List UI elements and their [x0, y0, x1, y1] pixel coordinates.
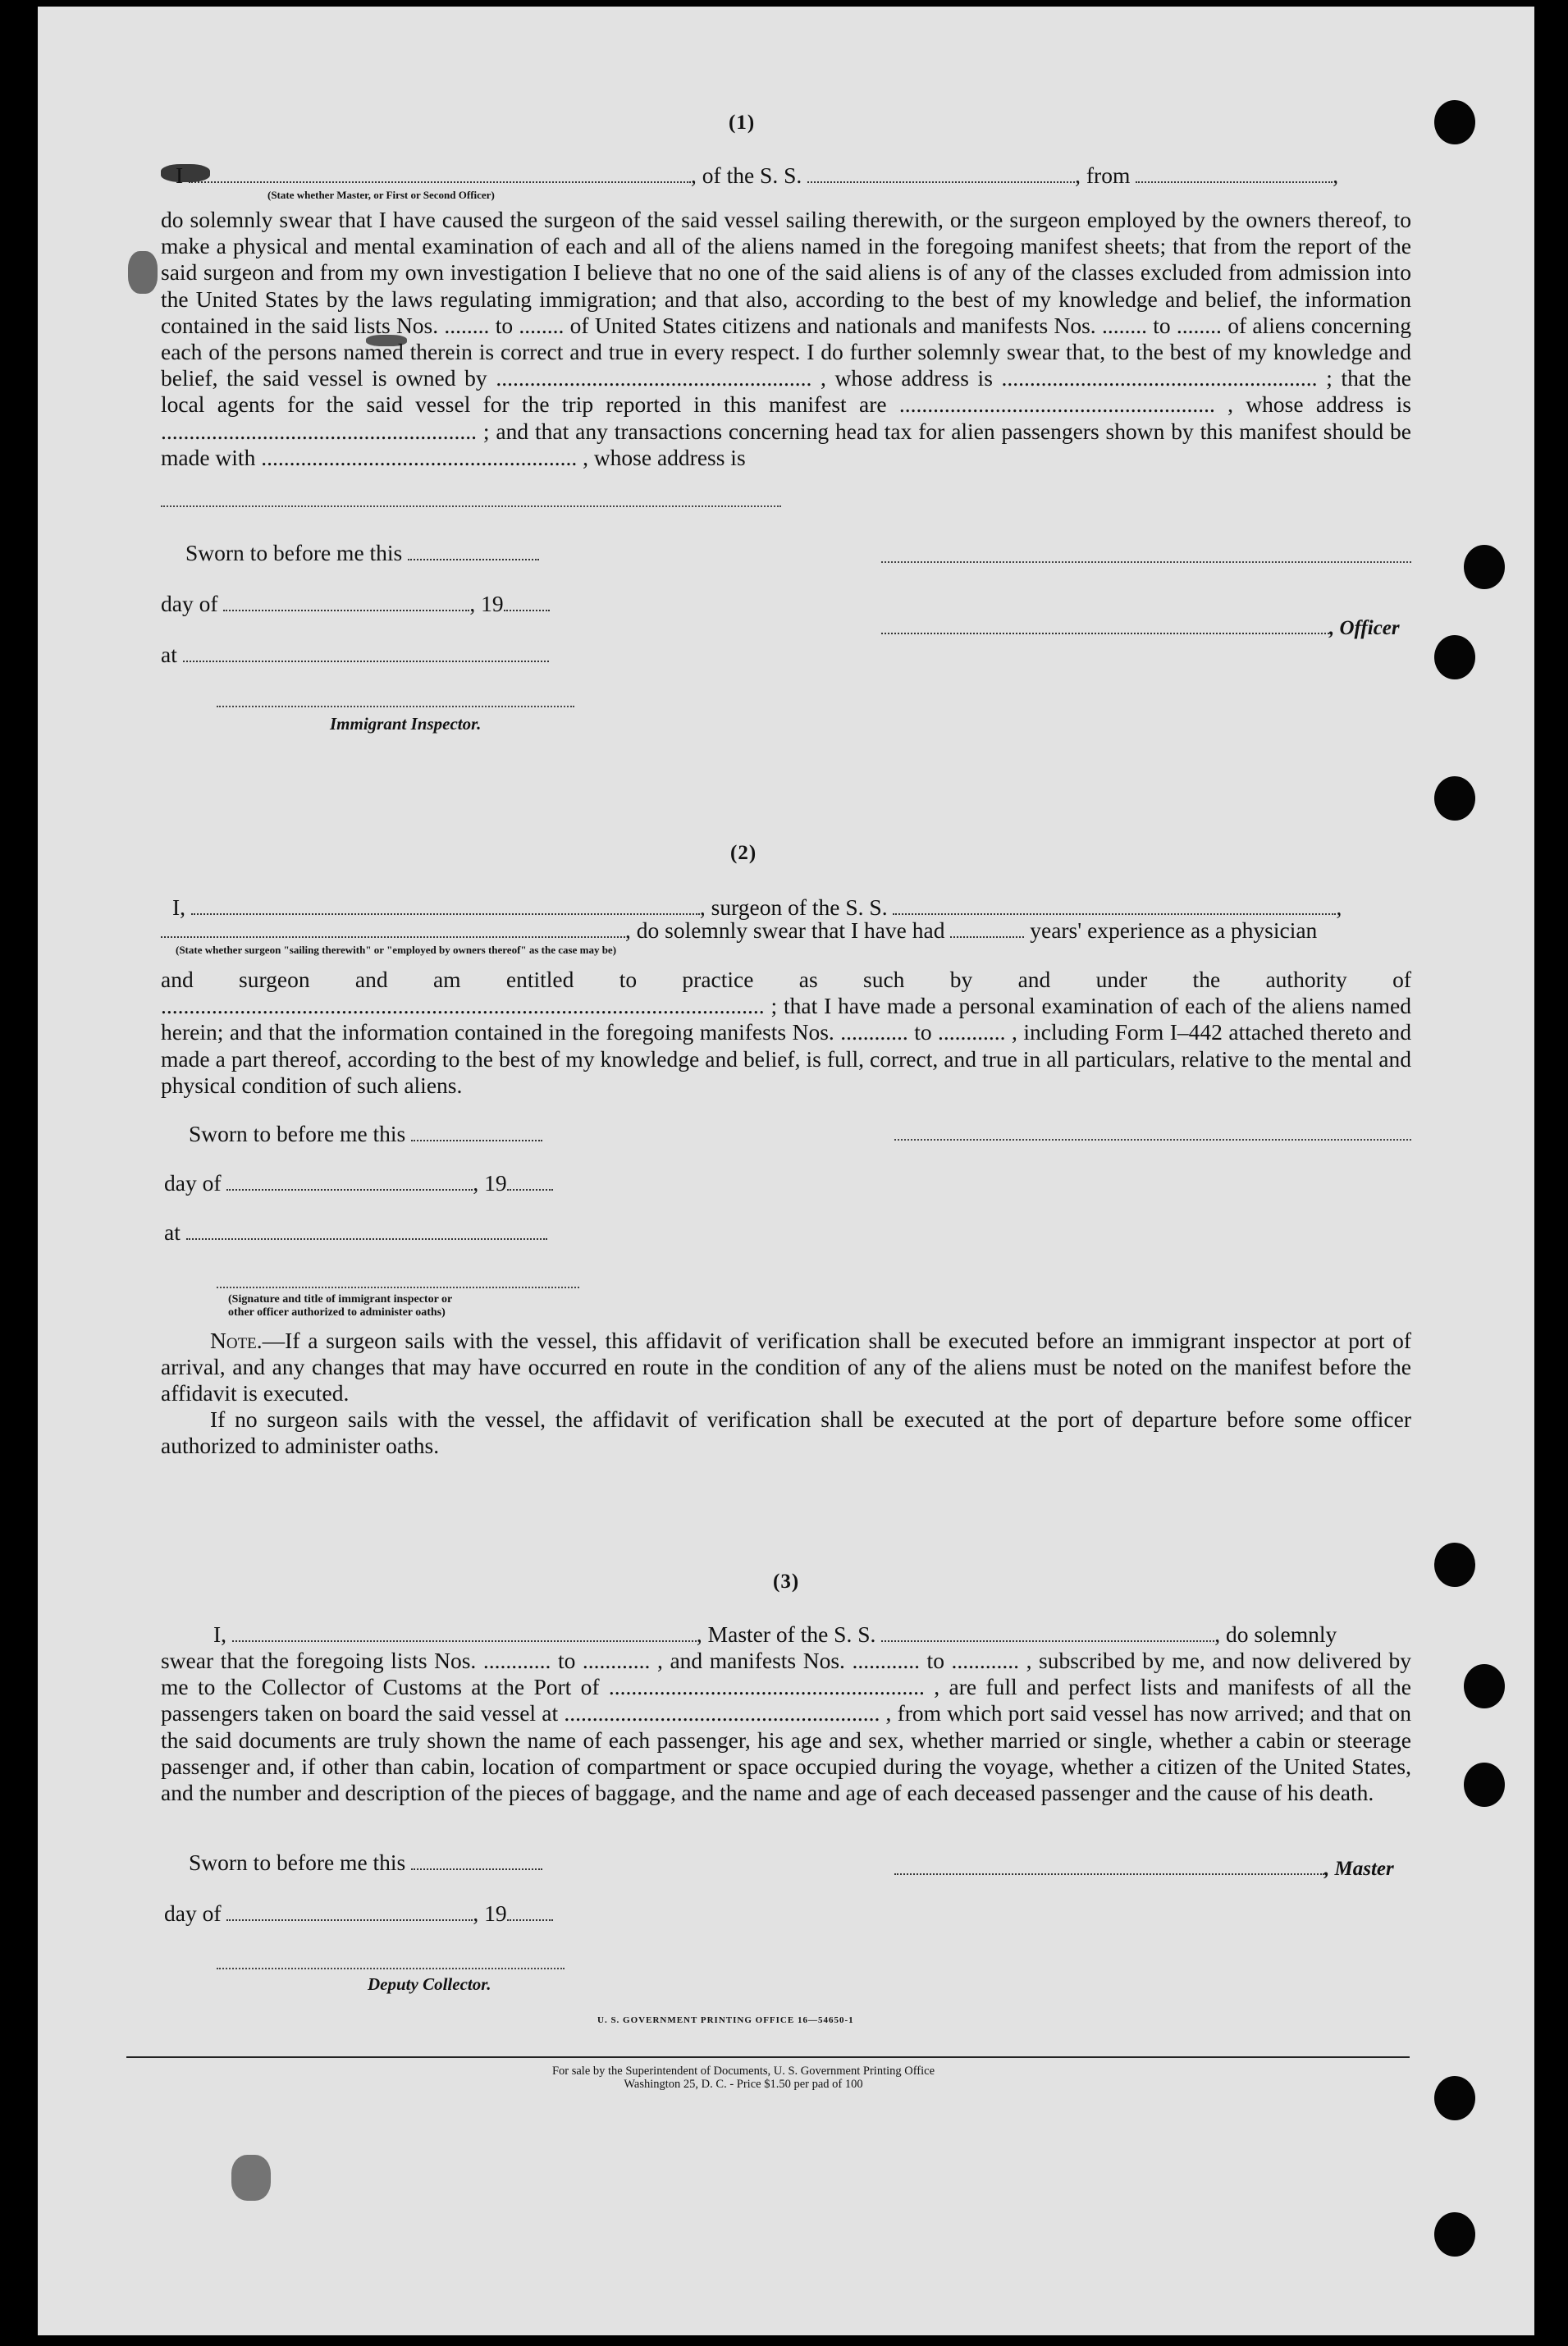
at-line	[164, 1219, 547, 1246]
officer-line	[881, 614, 1400, 640]
sworn-day-field[interactable]	[411, 1868, 542, 1870]
footer-line-1: For sale by the Superintendent of Documents, U. S. Government Printing Office	[551, 2065, 935, 2078]
years-label: years' experience as a physician	[1030, 917, 1318, 943]
section-2-second-line	[161, 917, 1317, 944]
surgeon-note: (State whether surgeon "sailing therewith" or "employed by owners thereof" as the case may be)	[176, 944, 617, 956]
whose-address-field[interactable]	[161, 505, 781, 507]
section-2-note-2: If no surgeon sails with the vessel, the affidavit of verification shall be executed at the port of departure before some officer authorized to administer oaths.	[161, 1406, 1411, 1459]
punch-hole	[1434, 635, 1475, 679]
sworn-line	[185, 540, 539, 566]
punch-hole	[1434, 2212, 1475, 2257]
day-of-label: day of	[161, 591, 218, 616]
master-signature-field[interactable]	[894, 1873, 1324, 1875]
punch-hole	[1434, 1543, 1475, 1587]
punch-hole	[1464, 545, 1505, 589]
year-label: , 19	[473, 1900, 507, 1926]
section-1-number: (1)	[729, 112, 756, 134]
master-of-label: , Master of the S. S.	[696, 1621, 876, 1647]
section-2-note	[161, 1328, 1411, 1407]
vessel-name-field[interactable]	[807, 181, 1075, 183]
swear-label: , do solemnly swear that I have had	[625, 917, 945, 943]
punch-hole	[1464, 1664, 1505, 1708]
officer-name-field[interactable]	[189, 181, 691, 183]
surgeon-name-field[interactable]	[191, 913, 700, 915]
master-label: , Master	[1324, 1858, 1394, 1880]
day-of-line	[164, 1170, 553, 1196]
position-note: (State whether Master, or First or Second Officer)	[267, 189, 495, 201]
officer-signature-line-1[interactable]	[881, 561, 1411, 563]
day-of-label: day of	[164, 1900, 222, 1926]
day-of-line	[161, 591, 550, 617]
do-solemnly-label: , do solemnly	[1214, 1621, 1337, 1647]
sworn-line	[189, 1121, 542, 1147]
immigrant-inspector-label: Immigrant Inspector.	[330, 714, 482, 734]
section-3-oath-text: swear that the foregoing lists Nos. ............ to ............ , and manifests Nos. ............ to ............ , subscribed by me, and now delivered by me to the Collector of Customs at the Port of ........................................................ , are full and perfect lists and manifests of all the passengers taken on board the said vessel at ........................................................ , from which port said vessel has now arrived; and that on the said documents are truly shown the name of each passenger, his age and sex, whether married or single, whether a cabin or steerage passenger and, if other than cabin, location of compartment or space occupied during the voyage, whether a citizen of the United States, and the number and description of the pieces of baggage, and the name and age of each deceased passenger and the cause of his death.	[161, 1648, 1411, 1806]
footer-rule	[126, 2056, 1410, 2058]
from-port-field[interactable]	[1136, 181, 1333, 183]
day-of-line	[164, 1900, 553, 1927]
at-field[interactable]	[186, 1238, 547, 1240]
day-of-label: day of	[164, 1170, 222, 1196]
officer-signature-field[interactable]	[881, 633, 1329, 634]
sworn-line	[189, 1850, 542, 1876]
intro-i: I,	[213, 1621, 227, 1647]
section-3-number: (3)	[773, 1571, 800, 1593]
gpo-code: U. S. GOVERNMENT PRINTING OFFICE 16—54650-1	[597, 2015, 854, 2025]
footer	[407, 2065, 1080, 2091]
section-3-first-line	[213, 1621, 1337, 1648]
intro-i: I,	[172, 894, 186, 920]
sworn-label: Sworn to before me this	[189, 1850, 406, 1875]
punch-hole	[1434, 100, 1475, 144]
day-of-field[interactable]	[223, 610, 469, 611]
at-label: at	[164, 1219, 181, 1245]
note-text-1: —If a surgeon sails with the vessel, this affidavit of verification shall be executed before an immigrant inspector at port of arrival, and any changes that may have occurred en route in the condition of any of the aliens must be noted on the manifest before the affidavit is executed.	[161, 1328, 1411, 1406]
year-label: , 19	[469, 591, 504, 616]
master-name-field[interactable]	[232, 1640, 697, 1642]
signature-note-2: other officer authorized to administer oaths)	[228, 1306, 446, 1319]
note-label: Note.	[210, 1328, 263, 1353]
sworn-day-field[interactable]	[411, 1140, 542, 1141]
section-1-first-line: I , of the S. S. , from ,	[176, 162, 1339, 188]
footer-line-2: Washington 25, D. C. - Price $1.50 per pad of 100	[624, 2078, 863, 2091]
at-field[interactable]	[183, 661, 549, 662]
deputy-collector-label: Deputy Collector.	[368, 1974, 491, 1994]
punch-hole	[1464, 1763, 1505, 1807]
deputy-signature-line[interactable]	[217, 1968, 565, 1969]
year-field[interactable]	[504, 610, 550, 611]
day-of-field[interactable]	[226, 1919, 473, 1921]
section-1-oath-text: do solemnly swear that I have caused the surgeon of the said vessel sailing therewith, or the surgeon employed by the owners thereof, to make a physical and mental examination of each and all of the aliens named in the foregoing manifest sheets; that from the report of the said surgeon and from my own investigation I believe that no one of the said aliens is of any of the classes excluded from admission into the United States by the laws regulating immigration; and that also, according to the best of my knowledge and belief, the information contained in the said lists Nos. ........ to ........ of United States citizens and nationals and manifests Nos. ........ to ........ of aliens concerning each of the persons named therein is correct and true in every respect. I do further solemnly swear that, to the best of my knowledge and belief, the said vessel is owned by ........................................................ , whose address is ........................................................ ; that the local agents for the said vessel for the trip reported in this manifest are ........................................................ , whose address is ........................................................ ; and that any transactions concerning head tax for alien passengers shown by this manifest should be made with ........................................................ , whose address is	[161, 207, 1411, 470]
inspector-signature-line[interactable]	[217, 706, 574, 707]
of-ss-label: , of the S. S.	[691, 162, 802, 188]
punch-hole	[1434, 2076, 1475, 2120]
ink-smudge	[231, 2155, 271, 2201]
master-line	[894, 1854, 1394, 1881]
years-field[interactable]	[950, 936, 1024, 938]
punch-hole	[1434, 776, 1475, 821]
officer-label: , Officer	[1329, 617, 1400, 639]
surgeon-of-label: , surgeon of the S. S.	[699, 894, 888, 920]
manifest-page	[38, 7, 1534, 2335]
year-field[interactable]	[507, 1919, 553, 1921]
intro-i: I	[176, 162, 184, 188]
signature-note-1: (Signature and title of immigrant inspector or	[228, 1293, 453, 1306]
year-field[interactable]	[507, 1189, 553, 1191]
section-2-number: (2)	[730, 842, 757, 864]
ink-smudge	[128, 251, 158, 294]
section-2-first-line: I, , surgeon of the S. S. ,	[172, 894, 1342, 920]
vessel-name-field[interactable]	[893, 913, 1336, 915]
day-of-field[interactable]	[226, 1189, 473, 1191]
sworn-label: Sworn to before me this	[185, 540, 403, 565]
at-line	[161, 642, 549, 668]
sworn-day-field[interactable]	[408, 559, 539, 560]
vessel-name-field[interactable]	[881, 1640, 1214, 1642]
inspector-signature-line[interactable]	[217, 1287, 579, 1288]
at-label: at	[161, 642, 177, 667]
section-2-oath-text: and surgeon and am entitled to practice as such by and under the authority of ........................................................................................................... ; that I have made a personal examination of each of the aliens named herein; and that the information contained in the foregoing manifests Nos. ............ to ............ , including Form I–442 attached thereto and made a part thereof, according to the best of my knowledge and belief, is full, correct, and true in all particulars, relative to the mental and physical condition of such aliens.	[161, 967, 1411, 1098]
year-label: , 19	[473, 1170, 507, 1196]
surgeon-status-field[interactable]	[161, 936, 625, 938]
from-label: , from	[1075, 162, 1131, 188]
sworn-label: Sworn to before me this	[189, 1121, 406, 1146]
surgeon-signature-line[interactable]	[894, 1139, 1411, 1141]
